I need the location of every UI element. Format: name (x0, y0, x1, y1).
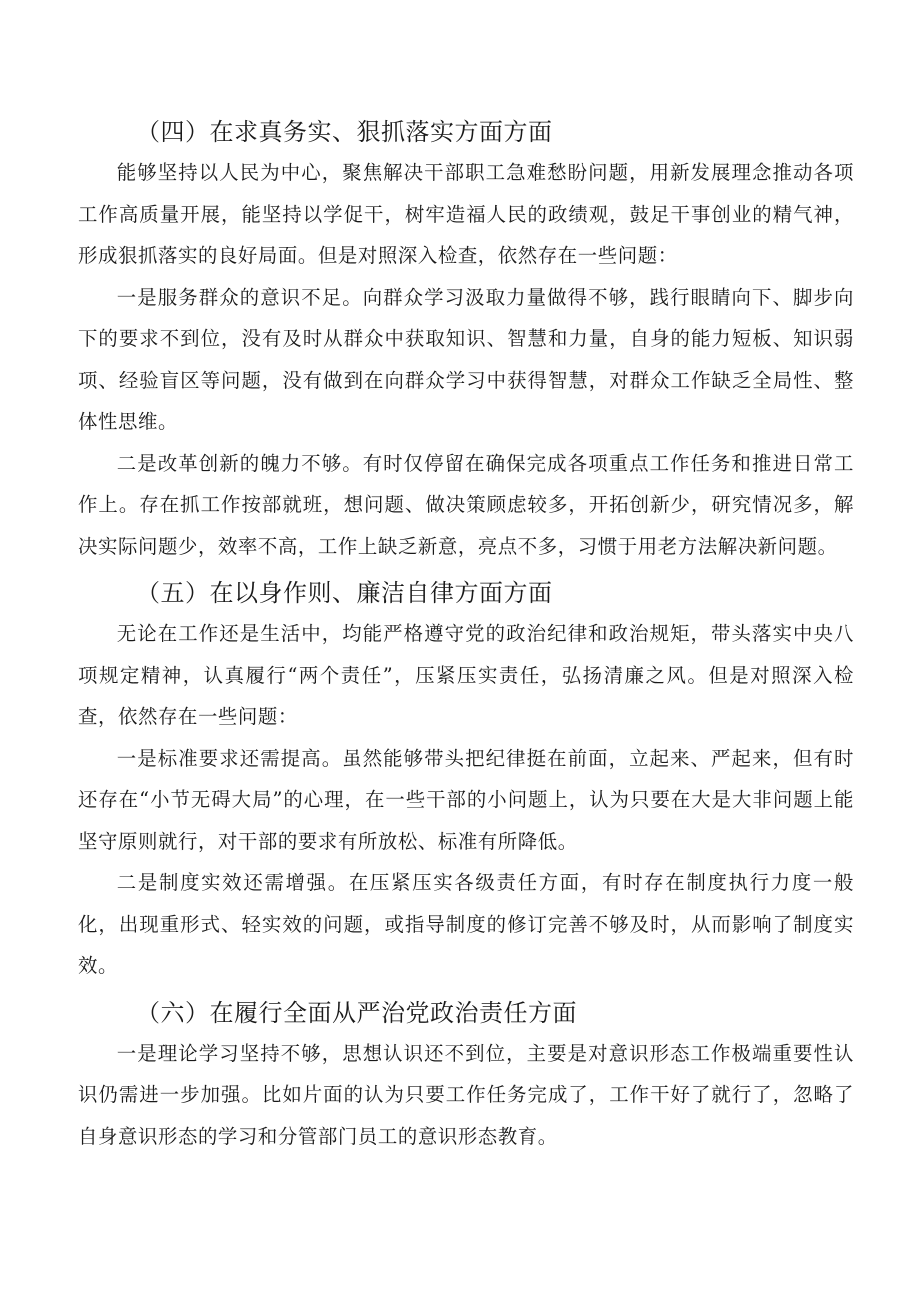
paragraph: 一是理论学习坚持不够，思想认识还不到位，主要是对意识形态工作极端重要性认识仍需进一步加强。比如片面的认为只要工作任务完成了，工作干好了就行了，忽略了自身意识形态的学习和分管部门员工的意识形态教育。 (78, 1041, 854, 1148)
section-heading: （五）在以身作则、廉洁自律方面方面 (136, 579, 553, 607)
paragraph: 一是服务群众的意识不足。向群众学习汲取力量做得不够，践行眼睛向下、脚步向下的要求不到位，没有及时从群众中获取知识、智慧和力量，自身的能力短板、知识弱项、经验盲区等问题，没有做到在向群众学习中获得智慧，对群众工作缺乏全局性、整体性思维。 (78, 285, 854, 433)
section-5 (78, 573, 854, 987)
paragraph: 无论在工作还是生活中，均能严格遵守党的政治纪律和政治规矩，带头落实中央八项规定精神，认真履行“两个责任”，压紧压实责任，弘扬清廉之风。但是对照深入检查，依然存在一些问题： (78, 622, 854, 728)
section-4 (78, 112, 854, 567)
paragraph: 二是改革创新的魄力不够。有时仅停留在确保完成各项重点工作任务和推进日常工作上。存在抓工作按部就班，想问题、做决策顾虑较多，开拓创新少，研究情况多，解决实际问题少，效率不高，工作上缺乏新意，亮点不多，习惯于用老方法解决新问题。 (78, 451, 854, 558)
document-body (78, 112, 854, 1163)
section-heading: （四）在求真务实、狠抓落实方面方面 (136, 118, 553, 146)
section-heading: （六）在履行全面从严治党政治责任方面 (136, 998, 577, 1027)
paragraph: 二是制度实效还需增强。在压紧压实各级责任方面，有时存在制度执行力度一般化，出现重形式、轻实效的问题，或指导制度的修订完善不够及时，从而影响了制度实效。 (78, 871, 854, 977)
paragraph: 一是标准要求还需提高。虽然能够带头把纪律挺在前面，立起来、严起来，但有时还存在“小节无碍大局”的心理，在一些干部的小问题上，认为只要在大是大非问题上能坚守原则就行，对干部的要求有所放松、标准有所降低。 (78, 746, 854, 853)
section-6 (78, 993, 854, 1158)
paragraph: 能够坚持以人民为中心，聚焦解决干部职工急难愁盼问题，用新发展理念推动各项工作高质量开展，能坚持以学促干，树牢造福人民的政绩观，鼓足干事创业的精气神，形成狠抓落实的良好局面。但是对照深入检查，依然存在一些问题： (78, 161, 854, 267)
